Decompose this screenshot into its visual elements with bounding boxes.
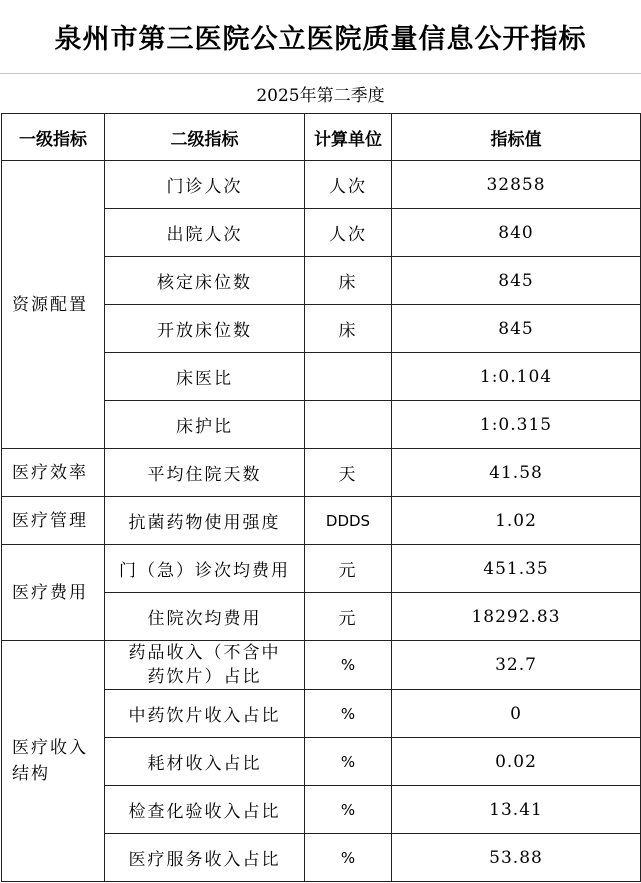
value-cell: 845 — [392, 257, 641, 305]
unit-cell: % — [305, 834, 392, 882]
header-cell: 指标值 — [392, 114, 641, 161]
table-row — [2, 449, 641, 497]
category-cell: 医疗管理 — [2, 497, 105, 545]
value-cell: 32.7 — [392, 641, 641, 690]
value-cell: 1.02 — [392, 497, 641, 545]
unit-cell: % — [305, 786, 392, 834]
indicator-cell: 住院次均费用 — [105, 593, 305, 641]
page-title: 泉州市第三医院公立医院质量信息公开指标 — [0, 0, 641, 74]
value-cell: 840 — [392, 209, 641, 257]
indicator-cell: 检查化验收入占比 — [105, 786, 305, 834]
table-row — [2, 497, 641, 545]
indicator-cell: 药品收入（不含中 药饮片）占比 — [105, 641, 305, 690]
indicator-cell: 床医比 — [105, 353, 305, 401]
value-cell: 451.35 — [392, 545, 641, 593]
value-cell: 845 — [392, 305, 641, 353]
indicator-cell: 核定床位数 — [105, 257, 305, 305]
indicator-cell: 门（急）诊次均费用 — [105, 545, 305, 593]
unit-cell: % — [305, 690, 392, 738]
unit-cell: 元 — [305, 545, 392, 593]
value-cell: 53.88 — [392, 834, 641, 882]
indicator-cell: 门诊人次 — [105, 161, 305, 209]
indicator-cell: 床护比 — [105, 401, 305, 449]
indicator-cell: 出院人次 — [105, 209, 305, 257]
unit-cell: 床 — [305, 257, 392, 305]
category-cell: 医疗收入 结构 — [2, 641, 105, 882]
value-cell: 32858 — [392, 161, 641, 209]
header-cell: 计算单位 — [305, 114, 392, 161]
header-cell: 一级指标 — [2, 114, 105, 161]
indicator-cell: 医疗服务收入占比 — [105, 834, 305, 882]
category-cell: 资源配置 — [2, 161, 105, 449]
value-cell: 1:0.315 — [392, 401, 641, 449]
unit-cell: % — [305, 641, 392, 690]
unit-cell: 人次 — [305, 161, 392, 209]
value-cell: 0.02 — [392, 738, 641, 786]
unit-cell — [305, 353, 392, 401]
unit-cell — [305, 401, 392, 449]
header-cell: 二级指标 — [105, 114, 305, 161]
value-cell: 1:0.104 — [392, 353, 641, 401]
value-cell: 18292.83 — [392, 593, 641, 641]
indicator-cell: 开放床位数 — [105, 305, 305, 353]
table-row — [2, 161, 641, 209]
category-cell: 医疗效率 — [2, 449, 105, 497]
unit-cell: 元 — [305, 593, 392, 641]
value-cell: 0 — [392, 690, 641, 738]
table-header-row — [2, 114, 641, 161]
indicator-cell: 平均住院天数 — [105, 449, 305, 497]
table-row — [2, 545, 641, 593]
category-cell: 医疗费用 — [2, 545, 105, 641]
value-cell: 41.58 — [392, 449, 641, 497]
unit-cell: % — [305, 738, 392, 786]
indicator-table — [1, 113, 641, 882]
page-subtitle: 2025年第二季度 — [256, 86, 385, 106]
table-row — [2, 641, 641, 690]
value-cell: 13.41 — [392, 786, 641, 834]
indicator-cell: 耗材收入占比 — [105, 738, 305, 786]
unit-cell: 人次 — [305, 209, 392, 257]
indicator-cell: 抗菌药物使用强度 — [105, 497, 305, 545]
indicator-cell: 中药饮片收入占比 — [105, 690, 305, 738]
unit-cell: 天 — [305, 449, 392, 497]
unit-cell: 床 — [305, 305, 392, 353]
unit-cell: DDDS — [305, 497, 392, 545]
